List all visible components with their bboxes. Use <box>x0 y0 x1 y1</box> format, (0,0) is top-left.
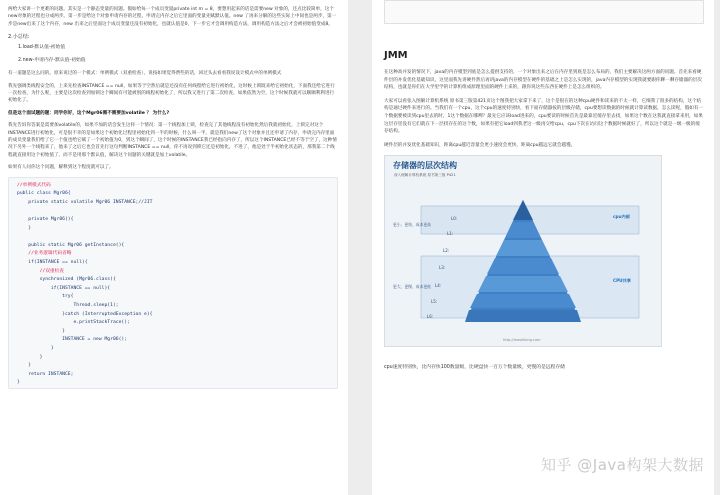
code-line: if(INSTANCE == null){ <box>17 285 111 291</box>
code-line: if(INSTANCE == null){ <box>17 260 88 266</box>
closing-paragraph: 如果有人问你这个问题，解释到这个程度就可以了。 <box>8 165 114 171</box>
left-page <box>0 0 348 495</box>
level-label-l5: L5: <box>431 299 438 305</box>
hardware-summary-paragraph: 硬件层的并发优化基础知识，距离cpu越近容量会更小速度会更快，距离cpu越远它就会越慢。 <box>384 142 576 148</box>
code-line: } <box>17 328 65 334</box>
code-line: private static volatile Mgr06 INSTANCE;//JIT <box>17 199 153 205</box>
pyramid-level-l2 <box>496 240 550 256</box>
code-line: //双重检查 <box>17 268 64 274</box>
code-line: Thread.sleep(1); <box>17 303 119 308</box>
code-line: //单例模式代码 <box>17 182 51 188</box>
pyramid-level-l6 <box>465 310 581 322</box>
code-line: //业务逻辑代码省略 <box>17 251 72 257</box>
code-line: } <box>17 225 32 231</box>
brand-watermark: 知乎 @Java构架大数据 <box>541 456 704 474</box>
pyramid-level-l5 <box>470 294 576 308</box>
level-label-l2: L2: <box>443 248 450 254</box>
pyramid-graphic <box>385 156 661 346</box>
code-block <box>8 177 338 389</box>
figure-source: http://mashibing.com <box>503 338 541 343</box>
figure-title: 存储器的层次结构 <box>393 161 457 171</box>
figure-subtitle: 深入理解计算机系统 原书第三版 P421 <box>394 173 456 178</box>
code-line: }catch (InterruptedException e){ <box>17 311 153 317</box>
code-line: e.printStackTrace(); <box>17 320 130 326</box>
code-line: INSTANCE = new Mgr06(); <box>17 337 128 343</box>
code-line: return INSTANCE; <box>17 371 74 377</box>
singleton-intro-paragraph: 有一道题是这么问的。原来说过的一个模式：单例模式（双重检查），说按如果觉得费些的话，回过头去看看我说设计模式中的单例模式 <box>8 71 282 77</box>
list-item-2: 2.new-申请内存-默认值-初始值 <box>18 58 86 64</box>
speed-label-bottom: 更大、更慢、成本更低 <box>393 284 431 290</box>
code-line: public static Mgr06 getInstance(){ <box>17 242 125 248</box>
pyramid-level-l3 <box>487 258 559 274</box>
code-line: } <box>17 354 43 360</box>
cpu-internal-label: cpu内部 <box>613 214 630 220</box>
speed-label-top: 更小、更快、成本更高 <box>393 222 431 228</box>
code-line: public class Mgr06{ <box>17 191 71 197</box>
jmm-intro-paragraph: 在这种高并发的情况下，java的内存模型到底是怎么提供支持的，一个对象出来之后在内存里到底是怎么布局的，我们主要解决这两方面的问题。首先来看硬件层的并发优化基础知识，这里面我先讲硬件然后再讲java的内存模型在硬件的基础之上是怎么实现的，java内存模型的实现我就要跟你聊一聊存储器的层次结构，也就是你们在大学里学的计算机组成原理里面的硬件上来的，跟你说这些东西在硬件上是怎么组织的。 <box>384 70 702 91</box>
level-label-l3: L3: <box>439 265 446 271</box>
list-item-1: 1.load-默认值-初始值 <box>18 45 66 51</box>
figure-caption: cpu速度特别快，比内存快100数量级，比硬盘快一百万个数量级，更慢的是远程存储 <box>384 365 565 371</box>
pyramid-level-l4 <box>478 276 568 292</box>
code-line: } <box>17 345 54 351</box>
level-label-l4: L4: <box>435 283 442 289</box>
double-check-paragraph: 我先强调类线程安全的，上来先检查INSTANCE == null，如果等于空然后就是还没有任何线程给它进行初始化，这时候上锁既来给它初始化，下面我还给它进行一次检查，为什么呢，主要是这次检查到加锁这个瞬间有可能被别的线程初始化了，所以我又进行了第二次检查，如果依然为空，这个时候我就可以顺顺利利进行初始化了。 <box>8 83 335 104</box>
level-label-l1: L1: <box>447 231 454 237</box>
level-label-l0: L0: <box>451 216 458 222</box>
code-line: } <box>17 363 32 369</box>
summary-title: 2.小总结: <box>8 34 30 41</box>
intro-paragraph: 两给大家讲一个更难的问题。其实是一个静态变量的问题。假如给每一个成员变量private int m = 8，要想用起来的话是需要new 对象的，还点比较简单，这个new对象的过程也分成两步。第一步是给这个对象申请内存的过程，申请完内存之后它里面的变量先赋默认值。new 了再来分解的这些实际上中间也是两步，第一步是new出来了这个内存，new 出来之后里面这个成员变量还没有初始化，也就认值是0，下一步它才会调用构造方法，调用构造方法之后才会被初始值变成8。 <box>8 7 337 27</box>
code-line: try{ <box>17 294 74 300</box>
cpu-shared-label: CPU共享 <box>613 278 631 284</box>
previous-page-footer <box>384 0 704 24</box>
section-title: JMM <box>384 50 408 61</box>
code-line: private Mgr06(){ <box>17 217 74 223</box>
level-label-l6: L6: <box>427 314 434 320</box>
memory-hierarchy-figure <box>384 155 662 347</box>
code-line: synchronized (Mgr06.class){ <box>17 277 116 283</box>
code-line: } <box>17 380 20 386</box>
right-page <box>372 0 714 495</box>
code-line <box>17 233 329 242</box>
volatile-explanation-paragraph: 我先告诉你答案是需要加volatile的，如果不加的话会发生这样一个情况：第一个线程加上锁，检查完了其他线程没有初始化然后我就初始化，上锁完对这个INSTANCE进行初始化，可是很不幸的是如果这个初始化过程里初始化到一半的时候，什么叫一半，就是我们new了这个对象并且还申请了内存，申请完内存里面的成员变量我们给了它一个值也给它赋了一个初始值为0，到这个瞬间了，这个时候的INSTANCE我已经指向内存了，所以这个INSTANCE已经不等于空了，这种情况下另外一个线程来了，他来了之后它也会首先行这句判断INSTANCE == null，你不再说到锁它还是初始化，不进了，他是处于半初始化状态的，那我第二个线程就直接用这个初始值了，而不是用那个默认值，解决这个问题的关键就是加上volatile。 <box>8 123 337 158</box>
code-line <box>17 207 329 216</box>
cache-explanation-paragraph: 大家可以看张入图解计算机系统 原书第三版第421页这个图我把大家拿下来了，这个是很在的这种cpu硬件和读来的不太一样，它细我了很多的结构，这个结构是通过硬件来进行的。当我们有一个cpu，这个cpu的速度特别快，看下面存储器按的层级存储，cpu要想读数据的时候就计算读数据，怎么读呢，假如有一个数据要被读到cpu里去的时，1这个数据在哪咧？最先它应该load进来的，cpu要读的时候首先是最靠近缓存里去找，如果这个数在这我就直接拿来用，如果这层存里没有它们就在下一层找存在的这个数，如果有把它load到我老这一级再交给cpu，cpu下次在访问这个数据时候就好了，所以这个就是一级一级的缓存结构。 <box>384 98 704 135</box>
interview-question: 但是这个面试题的题：同学你好，这个Mgr06需不需要加volatile ？ 为什么? <box>8 110 170 116</box>
